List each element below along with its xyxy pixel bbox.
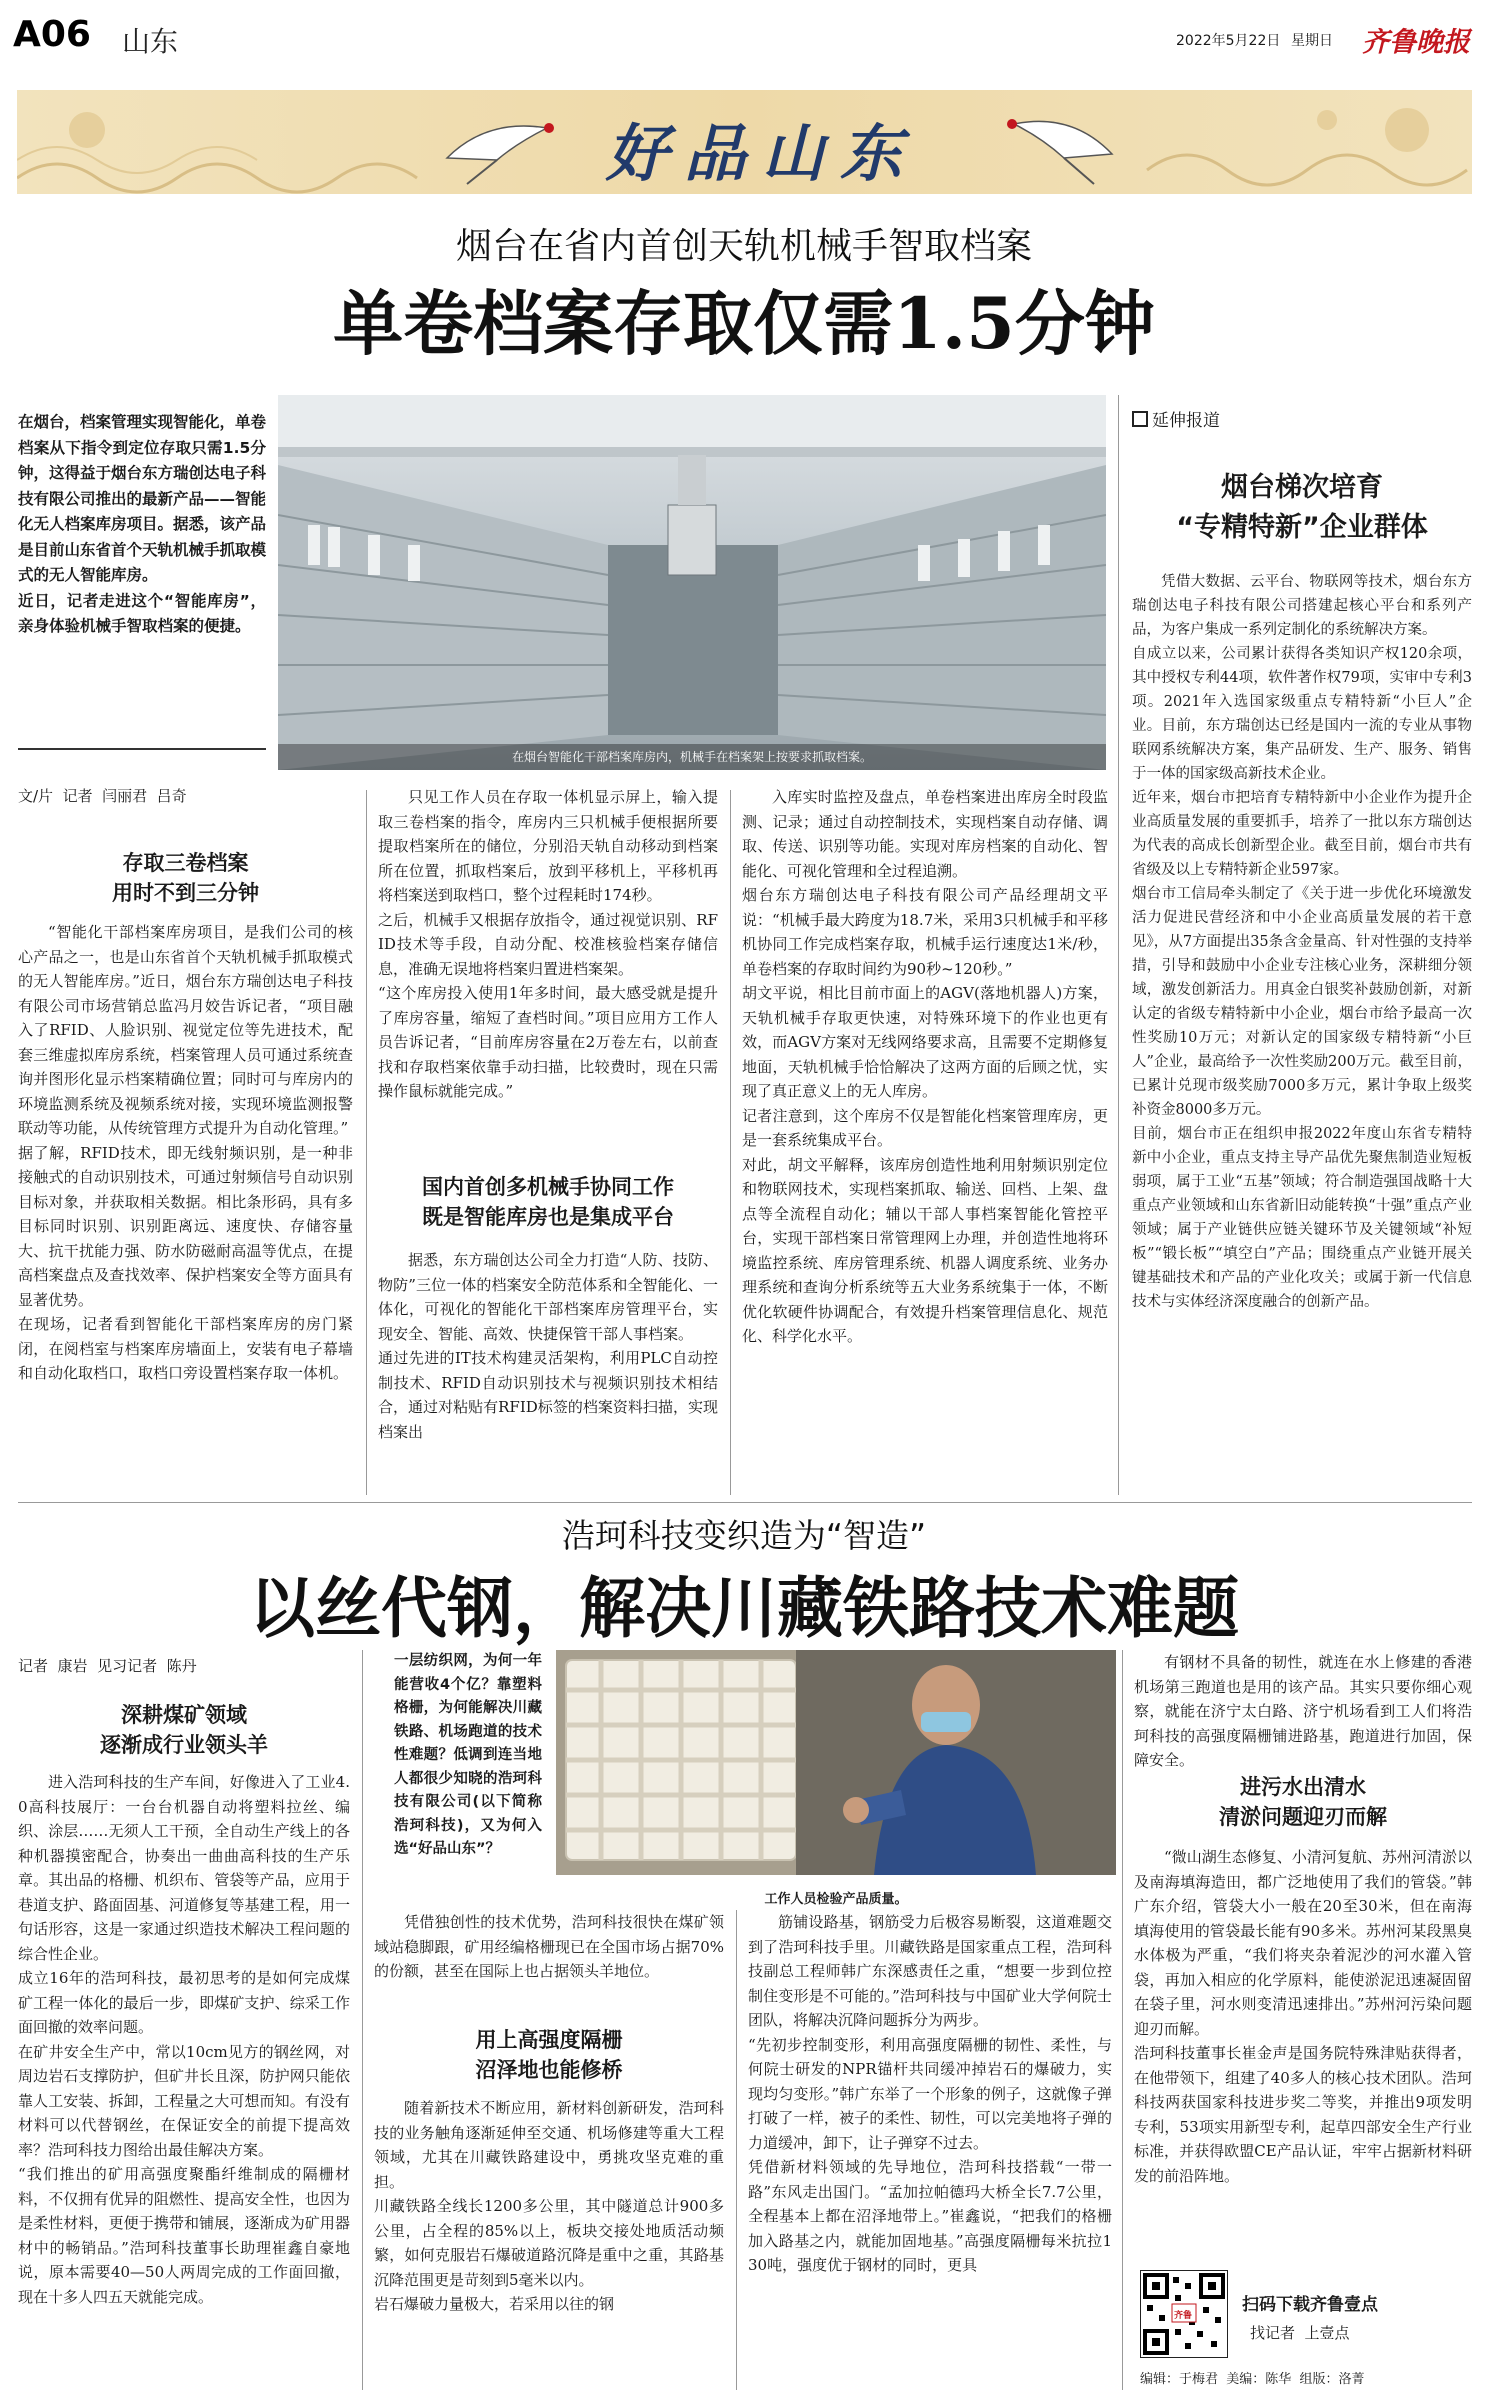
divider	[730, 790, 731, 1495]
article2-subhead-3: 进污水出清水 清淤问题迎刃而解	[1219, 1775, 1387, 1829]
article1-byline: 文/片 记者 闫丽君 吕奇	[18, 787, 187, 805]
article2-column-4a: 有钢材不具备的韧性，就连在水上修建的香港机场第三跑道也是用的该产品。其实只要你细心观察，就能在济宁太白路、济宁机场看到工人们将浩珂科技的高强度隔栅铺进路基，跑道进行加固，保障安全。	[1134, 1653, 1472, 1769]
intro-divider	[18, 748, 266, 750]
article1-kicker: 烟台在省内首创天轨机械手智取档案	[455, 226, 1032, 267]
article2-byline: 记者 康岩 见习记者 陈丹	[18, 1657, 197, 1675]
divider	[362, 1650, 363, 2390]
crane-bird-right-icon	[1002, 94, 1122, 190]
article2-kicker: 浩珂科技变织造为“智造”	[561, 1516, 927, 1555]
article1-column-2a: 只见工作人员在存取一体机显示屏上，输入提取三卷档案的指令，库房内三只机械手便根据所要提取档案所在的储位，分别沿天轨自动移动到档案所在位置，抓取档案后，放到平移机上，平移机再将档案送到取档口，整个过程耗时174秒。 之后，机械手又根据存放指令，通过视觉识别、RFID技术等手段，自动分配、校准核验档案存储信息，准确无误地将档案归置进档案架。 “这个库房投入使用1年多时间，最大感受就是提升了库房容量，缩短了查档时间。”项目应用方工作人员告诉记者，“目前库房容量在2万卷左右，以前查找和存取档案依靠手动扫描，比较费时，现在只需操作鼠标就能完成。”	[378, 788, 718, 1100]
article2-subhead-2: 用上高强度隔栅 沼泽地也能修桥	[475, 2028, 623, 2082]
article1-subhead-2: 国内首创多机械手协同工作 既是智能库房也是集成平台	[422, 1175, 674, 1229]
page-header	[0, 0, 1488, 60]
scan-title: 扫码下载齐鲁壹点	[1242, 2295, 1378, 2315]
section-banner	[17, 90, 1472, 194]
page-code: A06	[13, 14, 91, 55]
divider	[1122, 1650, 1123, 2390]
article1-column-1: “智能化干部档案库房项目，是我们公司的核心产品之一，也是山东省首个天轨机械手抓取模式的无人智能库房。”近日，烟台东方瑞创达电子科技有限公司市场营销总监冯月姣告诉记者，“项目融入了RFID、人脸识别、视觉定位等先进技术，配套三维虚拟库房系统，档案管理人员可通过系统查询并图形化显示档案精确位置；同时可与库房内的环境监测系统及视频系统对接，实现环境监测报警联动等功能，从传统管理方式提升为自动化管理。” 据了解，RFID技术，即无线射频识别，是一种非接触式的自动识别技术，可通过射频信号自动识别目标对象，并获取相关数据。相比条形码，具有多目标同时识别、识别距离远、速度快、存储容量大、抗干扰能力强、防水防磁耐高温等优点，在提高档案盘点及查找效率、保护档案安全等方面具有显著优势。 在现场，记者看到智能化干部档案库房的房门紧闭，在阅档室与档案库房墙面上，安装有电子幕墙和自动化取档口，取档口旁设置档案存取一体机。	[18, 923, 353, 1382]
article2-column-2b: 随着新技术不断应用，新材料创新研发，浩珂科技的业务触角逐渐延伸至交通、机场修建等重大工程领域，尤其在川藏铁路建设中，勇挑攻坚克难的重担。 川藏铁路全线长1200多公里，其中隧道总计900多公里，占全程的85%以上，板块交接处地质活动频繁，如何克服岩石爆破道路沉降是重中之重，其路基沉降范围更是苛刻到5毫米以内。 岩石爆破力量极大，若采用以往的钢	[374, 2099, 724, 2313]
sidebar-tag-label: 延伸报道	[1152, 411, 1220, 431]
qr-code[interactable]	[1140, 2270, 1228, 2358]
article2-column-4b: “微山湖生态修复、小清河复航、苏州河清淤以及南海填海造田，都广泛地使用了我们的管袋。”韩广东介绍，管袋大小一般在20至30米，但在南海填海使用的管袋最长能有90多米。苏州河某段黑臭水体极为严重，“我们将夹杂着泥沙的河水灌入管袋，再加入相应的化学原料，能使淤泥迅速凝固留在袋子里，河水则变清迅速排出。”苏州河污染问题迎刃而解。 浩珂科技董事长崔金声是国务院特殊津贴获得者，在他带领下，组建了40多人的核心技术团队。浩珂科技两获国家科技进步奖二等奖，并推出9项发明专利，53项实用新型专利，起草四部安全生产行业标准，并获得欧盟CE产品认证，牢牢占据新材料研发的前沿阵地。	[1134, 1848, 1472, 2185]
article-separator	[18, 1502, 1472, 1503]
paper-name-logo: 齐鲁晚报	[1362, 27, 1470, 58]
divider	[1118, 395, 1119, 1495]
article1-intro: 在烟台，档案管理实现智能化，单卷档案从下指令到定位存取只需1.5分钟，这得益于烟台东方瑞创达电子科技有限公司推出的最新产品——智能化无人档案库房项目。据悉，该产品是目前山东省首个天轨机械手抓取模式的无人智能库房。 近日，记者走进这个“智能库房”，亲身体验机械手智取档案的便捷。	[18, 413, 267, 635]
article2-subhead-1: 深耕煤矿领域 逐渐成行业领头羊	[100, 1703, 268, 1757]
article2-column-3: 筋铺设路基，钢筋受力后极容易断裂，这道难题交到了浩珂科技手里。川藏铁路是国家重点工程，浩珂科技副总工程师韩广东深感责任之重，“想要一步到位控制住变形是不可能的。”浩珂科技与中国矿业大学何院士团队，将解决沉降问题拆分为两步。 “先初步控制变形，利用高强度隔栅的韧性、柔性，与何院士研发的NPR锚杆共同缓冲掉岩石的爆破力，实现均匀变形。”韩广东举了一个形象的例子，这就像子弹打破了一样，被子的柔性、韧性，可以完美地将子弹的力道缓冲，卸下，让子弹穿不过去。 凭借新材料领域的先导地位，浩珂科技搭载“一带一路”东风走出国门。“孟加拉帕德玛大桥全长7.7公里，全程基本上都在沼泽地带上。”崔鑫说，“把我们的格栅加入路基之内，就能加固地基。”高强度隔栅每米抗拉130吨，强度优于钢材的同时，更具	[748, 1913, 1112, 2274]
article1-headline: 单卷档案存取仅需1.5分钟	[333, 282, 1155, 365]
photo2-caption: 工作人员检验产品质量。	[764, 1892, 908, 1907]
editor-credits: 编辑：于梅君 美编：陈华 组版：洛菁	[1140, 2372, 1365, 2387]
divider	[736, 1910, 737, 2390]
banner-title: 好品山东	[605, 117, 918, 190]
archive-room-photo	[278, 395, 1106, 770]
issue-date: 2022年5月22日	[1176, 33, 1281, 49]
worker-inspecting-illustration	[556, 1650, 1116, 1875]
wave-pattern-left	[17, 90, 437, 194]
article2-headline: 以丝代钢，解决川藏铁路技术难题	[249, 1569, 1239, 1647]
article2-column-2a: 凭借独创性的技术优势，浩珂科技很快在煤矿领域站稳脚跟，矿用经编格栅现已在全国市场占据70%的份额，甚至在国际上也占据领头羊地位。	[374, 1913, 724, 1980]
article1-column-3: 入库实时监控及盘点，单卷档案进出库房全时段监测、记录；通过自动控制技术，实现档案自动存储、调取、传送、识别等功能。实现对库房档案的自动化、智能化、可视化管理和全过程追溯。 烟台东方瑞创达电子科技有限公司产品经理胡文平说：“机械手最大跨度为18.7米，采用3只机械手和平移机协同工作完成档案存取，机械手运行速度达1米/秒，单卷档案的存取时间约为90秒~120秒。” 胡文平说，相比目前市面上的AGV(落地机器人)方案，天轨机械手存取更快速，对特殊环境下的作业也更有效，而AGV方案对无线网络要求高，且需要不定期修复地面，天轨机械手恰恰解决了这两方面的后顾之忧，实现了真正意义上的无人库房。 记者注意到，这个库房不仅是智能化档案管理库房，更是一套系统集成平台。 对此，胡文平解释，该库房创造性地利用射频识别定位和物联网技术，实现档案抓取、输送、回档、上架、盘点等全流程自动化；辅以干部人事档案智能化管控平台，实现干部档案日常管理网上办理，并创造性地将环境监控系统、库房管理系统、机器人调度系统、业务办理系统和查询分析系统等五大业务系统集于一体，不断优化软硬件协调配合，有效提升档案管理信息化、规范化、科学化水平。	[742, 788, 1108, 1345]
sidebar-tag	[1132, 406, 1220, 431]
sidebar-body: 凭借大数据、云平台、物联网等技术，烟台东方瑞创达电子科技有限公司搭建起核心平台和系列产品，为客户集成一系列定制化的系统解决方案。 自成立以来，公司累计获得各类知识产权120余项，其中授权专利44项，软件著作权79项，实审中专利3项。2021年入选国家级重点专精特新“小巨人”企业。目前，东方瑞创达已经是国内一流的专业从事物联网系统解决方案，集产品研发、生产、服务、销售于一体的国家级高新技术企业。 近年来，烟台市把培育专精特新中小企业作为提升企业高质量发展的重要抓手，培养了一批以东方瑞创达为代表的高成长创新型企业。截至目前，烟台市共有省级及以上专精特新企业597家。 烟台市工信局牵头制定了《关于进一步优化环境激发活力促进民营经济和中小企业高质量发展的若干意见》，从7方面提出35条含金量高、针对性强的支持举措，引导和鼓励中小企业专注核心业务，深耕细分领域，激发创新活力。用真金白银奖补鼓励创新，对新认定的省级专精特新中小企业，烟台市给予最高一次性奖励10万元；对新认定的国家级专精特新“小巨人”企业，最高给予一次性奖励200万元。截至目前，已累计兑现市级奖励7000多万元，累计争取上级奖补资金8000多万元。 目前，烟台市正在组织申报2022年度山东省专精特新中小企业，重点支持主导产品优先聚焦制造业短板弱项，属于工业“五基”领域；符合制造强国战略十大重点产业领域和山东省新旧动能转换“十强”重点产业领域；属于产业链供应链关键环节及关键领域“补短板”“锻长板”“填空白”产品；围绕重点产业链开展关键基础技术和产品的产业化攻关；或属于新一代信息技术与实体经济深度融合的创新产品。	[1132, 574, 1472, 1310]
sidebar-headline: 烟台梯次培育 “专精特新”企业群体	[1176, 472, 1428, 543]
divider	[366, 790, 367, 1495]
tag-box-icon	[1132, 411, 1148, 427]
photo1-caption: 在烟台智能化干部档案库房内，机械手在档案架上按要求抓取档案。	[511, 750, 872, 764]
qr-center-logo: 齐鲁	[1174, 2311, 1193, 2321]
article2-intro: 一层纺织网，为何一年能营收4个亿？靠塑料格栅，为何能解决川藏铁路、机场跑道的技术性难题？低调到连当地人都很少知晓的浩珂科技有限公司(以下简称浩珂科技)，又为何入选“好品山东”？	[394, 1653, 542, 1857]
cloud-pattern-right	[1127, 90, 1472, 194]
article1-subhead-1: 存取三卷档案 用时不到三分钟	[112, 851, 259, 905]
crane-bird-left-icon	[437, 98, 567, 188]
archive-shelves-illustration	[278, 395, 1106, 770]
article1-column-2b: 据悉，东方瑞创达公司全力打造“人防、技防、物防”三位一体的档案安全防范体系和全智能化、一体化，可视化的智能化干部档案库房管理平台，实现安全、智能、高效、快捷保管干部人事档案。 通过先进的IT技术构建灵活架构，利用PLC自动控制技术、RFID自动识别技术与视频识别技术相结合，通过对粘贴有RFID标签的档案资料扫描，实现档案出	[378, 1251, 718, 1441]
issue-weekday: 星期日	[1291, 33, 1333, 49]
scan-subtitle: 找记者 上壹点	[1250, 2324, 1350, 2342]
section-label: 山东	[122, 25, 179, 58]
article2-column-1: 进入浩珂科技的生产车间，好像进入了工业4.0高科技展厅：一台台机器自动将塑料拉丝、编织、涂层……无须人工干预，全自动生产线上的各种机器摸密配合，协奏出一曲曲高科技的生产乐章。其出品的格栅、机织布、管袋等产品，应用于巷道支护、路面固基、河道修复等基建工程，用一句话形容，这是一家通过织造技术解决工程问题的综合性企业。 成立16年的浩珂科技，最初思考的是如何完成煤矿工程一体化的最后一步，即煤矿支护、综采工作面回撤的效率问题。 在矿井安全生产中，常以10cm见方的钢丝网，对周边岩石支撑防护，但矿井长且深，防护网只能依靠人工安装、拆卸，工程量之大可想而知。有没有材料可以代替钢丝，在保证安全的前提下提高效率？浩珂科技力图给出最佳解决方案。 “我们推出的矿用高强度聚酯纤维制成的隔栅材料，不仅拥有优异的阻燃性、提高安全性，也因为是柔性材料，更便于携带和铺展，逐渐成为矿用器材中的畅销品。”浩珂科技董事长助理崔鑫自豪地说，原本需要40—50人两周完成的工作面回撤，现在十多人四五天就能完成。	[18, 1773, 350, 2306]
worker-photo	[556, 1650, 1116, 1875]
